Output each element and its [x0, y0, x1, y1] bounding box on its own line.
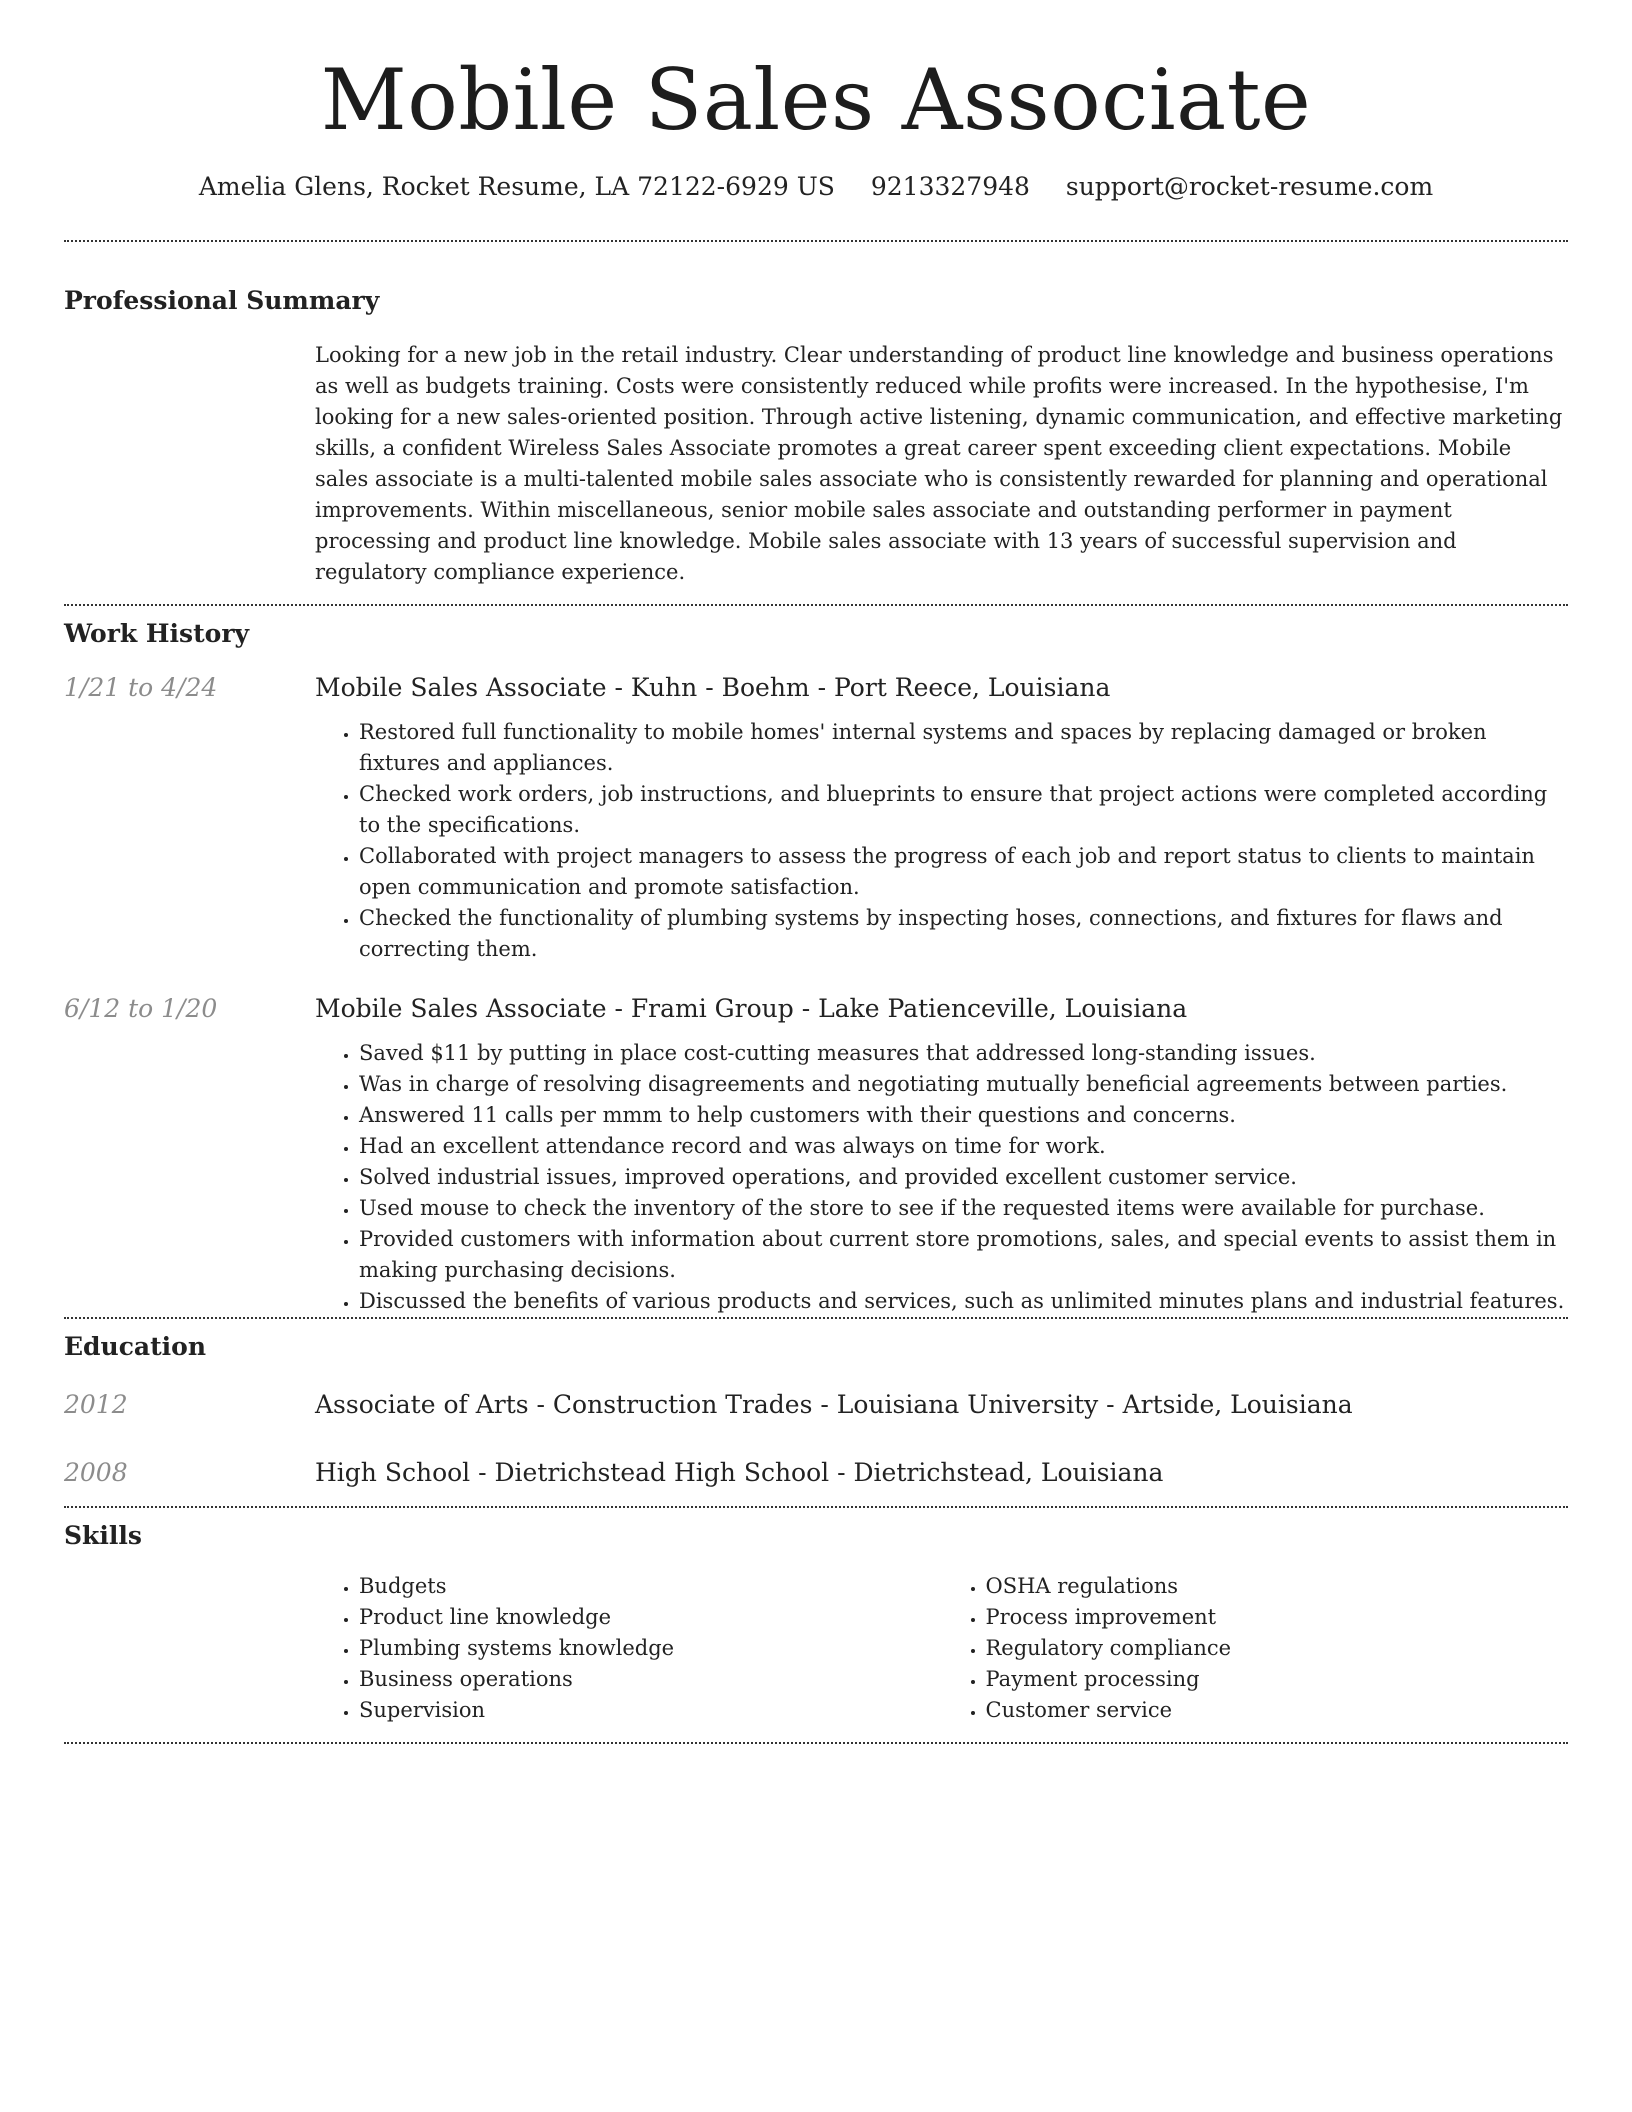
skills-columns	[315, 1571, 1568, 1726]
skill-item: • Regulatory compliance	[986, 1633, 1569, 1664]
section-divider	[64, 1506, 1568, 1508]
education-title: High School - Dietrichstead High School - Dietrichstead, Louisiana	[315, 1458, 1164, 1487]
education-year: 2012	[64, 1390, 128, 1419]
job-bullet: • Was in charge of resolving disagreements and negotiating mutually beneficial agreements between parties.	[359, 1069, 1568, 1100]
section-heading-work: Work History	[64, 619, 250, 648]
skill-item: • Budgets	[359, 1571, 942, 1602]
job-entry	[64, 671, 1568, 705]
section-divider	[64, 1742, 1568, 1744]
resume-title: Mobile Sales Associate	[320, 51, 1312, 149]
skills-list-left	[315, 1571, 942, 1726]
section-heading-summary: Professional Summary	[64, 286, 380, 315]
job-bullet: • Used mouse to check the inventory of the store to see if the requested items were available for purchase.	[359, 1193, 1568, 1224]
skill-item: • OSHA regulations	[986, 1571, 1569, 1602]
job-bullet: • Answered 11 calls per mmm to help customers with their questions and concerns.	[359, 1100, 1568, 1131]
job-bullet: • Checked work orders, job instructions, and blueprints to ensure that project actions were completed according to the specifications.	[359, 779, 1568, 841]
job-title: Mobile Sales Associate - Kuhn - Boehm - Port Reece, Louisiana	[315, 673, 1111, 702]
job-bullets	[64, 717, 1568, 965]
contact-line	[64, 170, 1568, 204]
job-bullet: • Checked the functionality of plumbing systems by inspecting hoses, connections, and fixtures for flaws and correcting them.	[359, 903, 1568, 965]
education-section	[64, 1330, 1568, 1490]
job-bullet: • Discussed the benefits of various products and services, such as unlimited minutes plans and industrial features.	[359, 1286, 1568, 1317]
section-heading-skills: Skills	[64, 1521, 142, 1550]
skill-item: • Payment processing	[986, 1664, 1569, 1695]
education-entry	[64, 1388, 1568, 1422]
education-entry	[64, 1456, 1568, 1490]
job-bullet: • Had an excellent attendance record and was always on time for work.	[359, 1131, 1568, 1162]
skill-item: • Product line knowledge	[359, 1602, 942, 1633]
job-entry	[64, 992, 1568, 1026]
job-dates: 1/21 to 4/24	[64, 673, 218, 702]
contact-phone: 9213327948	[870, 172, 1030, 201]
section-divider	[64, 1317, 1568, 1319]
section-divider	[64, 240, 1568, 242]
job-title: Mobile Sales Associate - Frami Group - Lake Patienceville, Louisiana	[315, 994, 1188, 1023]
section-divider	[64, 604, 1568, 606]
skill-item: • Business operations	[359, 1664, 942, 1695]
work-history-section	[64, 617, 1568, 1317]
summary-text: Looking for a new job in the retail industry. Clear understanding of product line knowledge and business operations as well as budgets training. Costs were consistently reduced while profits were increased. In the hypothesise, I'm looking for a new sales-oriented position. Through active listening, dynamic communication, and effective marketing skills, a confident Wireless Sales Associate promotes a great career spent exceeding client expectations. Mobile sales associate is a multi-talented mobile sales associate who is consistently rewarded for planning and operational improvements. Within miscellaneous, senior mobile sales associate and outstanding performer in payment processing and product line knowledge. Mobile sales associate with 13 years of successful supervision and regulatory compliance experience.	[315, 343, 1563, 584]
job-bullets	[64, 1038, 1568, 1317]
education-year: 2008	[64, 1458, 128, 1487]
job-bullet: • Collaborated with project managers to assess the progress of each job and report status to clients to maintain open communication and promote satisfaction.	[359, 841, 1568, 903]
skill-item: • Process improvement	[986, 1602, 1569, 1633]
contact-address: Amelia Glens, Rocket Resume, LA 72122-6929 US	[198, 172, 835, 201]
contact-email: support@rocket-resume.com	[1065, 172, 1434, 201]
education-title: Associate of Arts - Construction Trades - Louisiana University - Artside, Louisiana	[315, 1390, 1353, 1419]
job-bullet: • Saved $11 by putting in place cost-cutting measures that addressed long-standing issues.	[359, 1038, 1568, 1069]
professional-summary-section	[64, 284, 1568, 588]
section-heading-education: Education	[64, 1332, 207, 1361]
job-bullet: • Restored full functionality to mobile homes' internal systems and spaces by replacing damaged or broken fixtures and appliances.	[359, 717, 1568, 779]
job-dates: 6/12 to 1/20	[64, 994, 218, 1023]
job-bullet: • Solved industrial issues, improved operations, and provided excellent customer service.	[359, 1162, 1568, 1193]
skills-section	[64, 1519, 1568, 1726]
skill-item: • Customer service	[986, 1695, 1569, 1726]
skills-list-right	[942, 1571, 1569, 1726]
skill-item: • Supervision	[359, 1695, 942, 1726]
job-bullet: • Provided customers with information about current store promotions, sales, and special events to assist them in making purchasing decisions.	[359, 1224, 1568, 1286]
skill-item: • Plumbing systems knowledge	[359, 1633, 942, 1664]
